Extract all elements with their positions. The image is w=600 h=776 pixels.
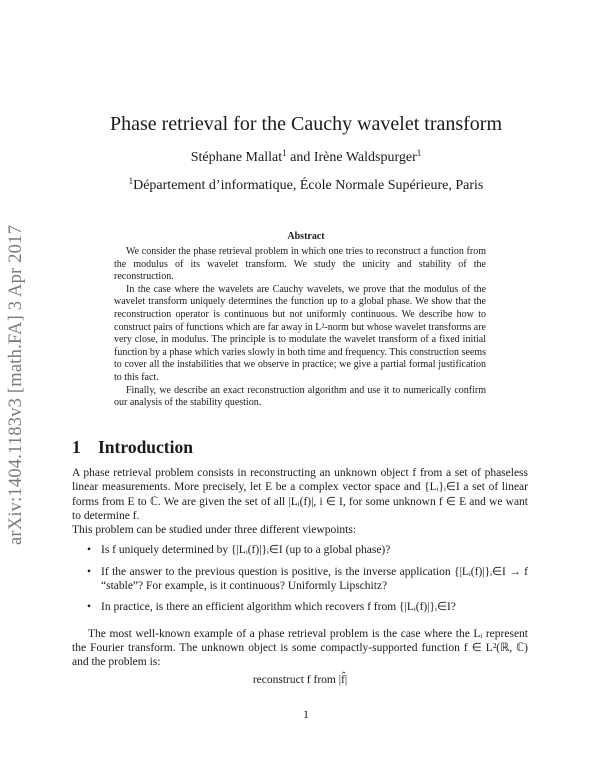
- display-equation: reconstruct f from |f̂|: [252, 673, 348, 686]
- section-heading: [72, 437, 193, 458]
- abstract-paragraph: We consider the phase retrieval problem in which one tries to reconstruct a function from the modulus of its wavelet transform. We study the unicity and stability of the reconstruction.: [114, 246, 486, 283]
- section-title: Introduction: [98, 437, 193, 457]
- list-item-text: In practice, is there an efficient algorithm which recovers f from {|Lᵢ(f)|}ᵢ∈I?: [101, 601, 456, 614]
- list-item: [72, 565, 528, 594]
- page-number: 1: [303, 709, 309, 721]
- abstract-paragraph: In the case where the wavelets are Cauchy wavelets, we prove that the modulus of the wavelet transform uniquely determines the function up to a global phase. We show that the reconstruction operator is continuous but not uniformly continuous. We describe how to construct pairs of functions which are far away in L²-norm but whose wavelet transforms are very close, in modulus. The principle is to modulate the wavelet transform of a fixed initial function by a phase which varies slowly in both time and frequency. This construction seems to cover all the instabilities that we observe in practice; we give a partial formal justification to this fact.: [114, 283, 486, 383]
- abstract-heading: Abstract: [287, 231, 325, 242]
- affiliation-marker: 1: [416, 148, 422, 158]
- list-item: [72, 600, 528, 614]
- section-number: 1: [72, 437, 81, 457]
- body-paragraph: The most well-known example of a phase retrieval problem is the case where the Lᵢ represent the Fourier transform. The unknown object is some compactly-supported function f ∈ L²(ℝ, ℂ) and the problem is:: [72, 627, 528, 669]
- abstract-paragraph: Finally, we describe an exact reconstruction algorithm and use it to numerically confirm our analysis of the stability question.: [114, 384, 486, 409]
- abstract-body: [114, 246, 486, 410]
- list-item-text: If the answer to the previous question is positive, is the inverse application {|Lᵢ(f)|}ᵢ∈I → f “stable”? For example, is it continuous? Uniformly Lipschitz?: [101, 565, 528, 593]
- bullet-icon: •: [87, 601, 92, 614]
- list-item: [72, 543, 528, 557]
- affiliation-line: [0, 178, 600, 194]
- affiliation-marker: 1: [128, 176, 134, 186]
- arxiv-identifier-stamp: arXiv:1404.1183v3 [math.FA] 3 Apr 2017: [6, 224, 26, 545]
- author-name: Stéphane Mallat: [190, 150, 283, 165]
- body-paragraph: A phase retrieval problem consists in reconstructing an unknown object f from a set of phaseless linear measurements. More precisely, let E be a complex vector space and {Lᵢ}ᵢ∈I a set of linear forms from E to ℂ. We are given the set of all |Lᵢ(f)|, i ∈ I, for some unknown f ∈ E and we want to determine f.: [72, 467, 528, 522]
- paper-title: Phase retrieval for the Cauchy wavelet transform: [109, 113, 503, 135]
- viewpoint-list: [72, 543, 528, 614]
- body-paragraph: This problem can be studied under three different viewpoints:: [72, 524, 357, 537]
- author-conjunction: and: [290, 150, 311, 165]
- author-name: Irène Waldspurger: [313, 150, 417, 165]
- section-body: [72, 466, 528, 687]
- affiliation-marker: 1: [282, 148, 287, 158]
- bullet-icon: •: [87, 565, 92, 578]
- author-line: [0, 150, 600, 166]
- bullet-icon: •: [87, 544, 92, 557]
- list-item-text: Is f uniquely determined by {|Lᵢ(f)|}ᵢ∈I (up to a global phase)?: [101, 544, 391, 557]
- affiliation-text: Département d’informatique, École Normale Supérieure, Paris: [133, 178, 484, 193]
